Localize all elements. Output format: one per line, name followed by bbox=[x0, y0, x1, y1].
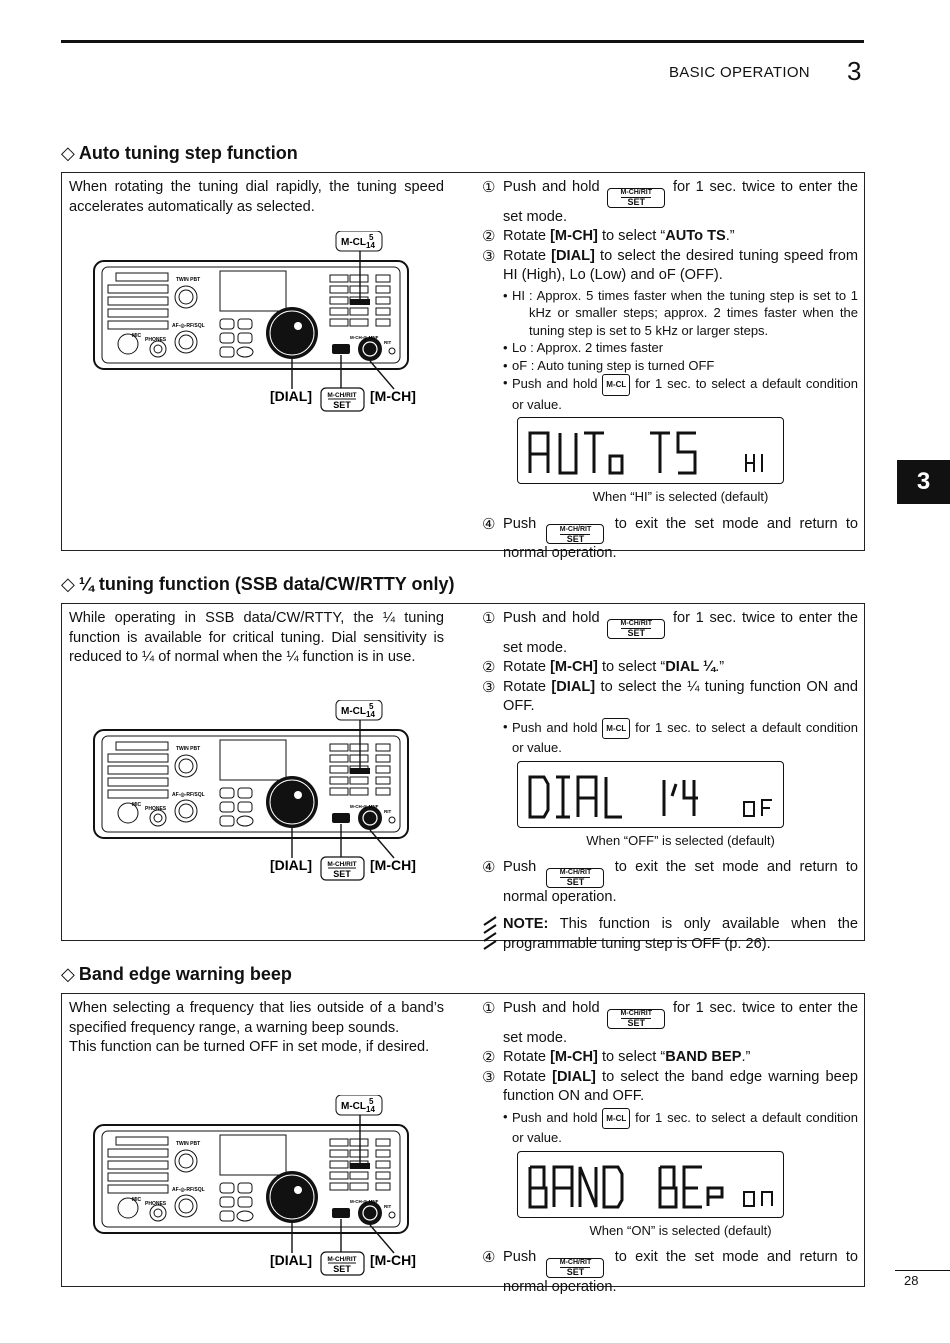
radio-label-dial: [DIAL] bbox=[270, 388, 312, 404]
mcl-key: M-CL bbox=[602, 1108, 630, 1130]
radio-label-mch-mnf: M-CH-◎-MNF bbox=[350, 804, 379, 809]
radio-diagram-svg bbox=[92, 700, 442, 882]
step-4: ④ Push M-CH/RIT SET to exit the set mode and return to normal operation. bbox=[482, 859, 858, 905]
radio-front-panel-diagram bbox=[92, 700, 442, 880]
lcd-segment-readout bbox=[518, 418, 783, 483]
radio-label-rit: RIT bbox=[384, 809, 392, 814]
radio-label-mic: MIC bbox=[132, 1197, 142, 1203]
radio-label-dial: [DIAL] bbox=[270, 1252, 312, 1268]
radio-label-set-bottom: SET bbox=[333, 869, 351, 879]
radio-label-mcl-fourteen: 14 bbox=[366, 241, 375, 250]
radio-label-mcl-five: 5 bbox=[369, 1097, 374, 1106]
step-2: ② Rotate [M-CH] to select “DIAL ¼.” bbox=[482, 659, 725, 676]
radio-label-afrf: AF-◎-RF/SQL bbox=[172, 792, 205, 798]
radio-label-mch: [M-CH] bbox=[370, 857, 416, 873]
lcd-display bbox=[517, 417, 784, 484]
radio-label-set-bottom: SET bbox=[333, 400, 351, 410]
step-2: ② Rotate [M-CH] to select “AUTo TS.” bbox=[482, 228, 735, 245]
mch-rit-set-key: M-CH/RIT SET bbox=[607, 619, 665, 639]
radio-label-mch-mnf: M-CH-◎-MNF bbox=[350, 1199, 379, 1204]
page-number-rule bbox=[895, 1270, 950, 1271]
step-2: ② Rotate [M-CH] to select “BAND BEP.” bbox=[482, 1049, 751, 1066]
radio-label-mch-mnf: M-CH-◎-MNF bbox=[350, 335, 379, 340]
step-3-bullets: • Push and hold M-CL for 1 sec. to select a default condition or value. bbox=[503, 1108, 858, 1145]
section-intro: When selecting a frequency that lies outside of a band’s specified frequency range, a warning beep sounds. This function can be turned OFF in set mode, if desired. bbox=[69, 1000, 444, 1055]
radio-label-mcl-callout: M-CL bbox=[341, 237, 366, 248]
radio-label-mic: MIC bbox=[132, 802, 142, 808]
step-3: ③ Rotate [DIAL] to select the ¼ tuning function ON and OFF. bbox=[482, 678, 858, 714]
mch-rit-set-key: M-CH/RIT SET bbox=[607, 188, 665, 208]
radio-label-mic: MIC bbox=[132, 333, 142, 339]
radio-label-mcl-callout: M-CL bbox=[341, 706, 366, 717]
note: NOTE: This function is only available when the programmable tuning step is OFF (p. 26). bbox=[482, 915, 858, 960]
lcd-segment-readout bbox=[518, 762, 783, 827]
mch-rit-set-key: M-CH/RIT SET bbox=[607, 1009, 665, 1029]
section-box-quarter-tuning bbox=[61, 603, 865, 952]
lcd-segment-readout bbox=[518, 1152, 783, 1217]
radio-front-panel-diagram bbox=[92, 231, 442, 411]
step-4: ④ Push M-CH/RIT SET to exit the set mode and return to normal operation. bbox=[482, 515, 858, 561]
steps-list bbox=[482, 609, 858, 960]
radio-diagram-svg bbox=[92, 231, 442, 413]
diamond-icon: ◇ bbox=[61, 143, 75, 163]
section-title-auto-tuning-step: ◇ Auto tuning step function bbox=[61, 143, 298, 163]
step-1: ① Push and hold M-CH/RIT SET for 1 sec. twice to enter the set mode. bbox=[482, 610, 858, 656]
radio-label-set-top: M-CH/RIT bbox=[327, 392, 357, 399]
steps-list bbox=[482, 999, 858, 1297]
radio-diagram-svg bbox=[92, 1095, 442, 1277]
section-title-band-edge-beep: ◇ Band edge warning beep bbox=[61, 964, 292, 984]
radio-label-twin-pbt: TWIN PBT bbox=[176, 746, 201, 752]
step-1: ① Push and hold M-CH/RIT SET for 1 sec. twice to enter the set mode. bbox=[482, 1000, 858, 1046]
radio-label-mch: [M-CH] bbox=[370, 1252, 416, 1268]
radio-label-mcl-callout: M-CL bbox=[341, 1101, 366, 1112]
radio-label-mcl-fourteen: 14 bbox=[366, 1105, 375, 1114]
radio-label-mcl-five: 5 bbox=[369, 702, 374, 711]
step-4: ④ Push M-CH/RIT SET to exit the set mode and return to normal operation. bbox=[482, 1249, 858, 1295]
radio-label-mcl-fourteen: 14 bbox=[366, 710, 375, 719]
lcd-caption: When “ON” is selected (default) bbox=[589, 1222, 772, 1238]
lcd-display bbox=[517, 761, 784, 828]
section-title-quarter-tuning: ◇ ¼ tuning function (SSB data/CW/RTTY only) bbox=[61, 574, 455, 594]
header-title: BASIC OPERATION bbox=[669, 64, 810, 81]
radio-label-phones: PHONES bbox=[145, 806, 167, 812]
section-box-band-edge-beep bbox=[61, 993, 865, 1295]
radio-label-mcl-five: 5 bbox=[369, 233, 374, 242]
radio-label-phones: PHONES bbox=[145, 1201, 167, 1207]
radio-label-set-top: M-CH/RIT bbox=[327, 1256, 357, 1263]
radio-front-panel-diagram bbox=[92, 1095, 442, 1275]
mcl-key: M-CL bbox=[602, 374, 630, 396]
note-hatch-icon bbox=[482, 915, 503, 960]
step-3: ③ Rotate [DIAL] to select the desired tuning speed from HI (High), Lo (Low) and oF (OFF). bbox=[482, 247, 858, 283]
step-3-bullets: • HI : Approx. 5 times faster when the tuning step is set to 1 kHz or smaller steps; approx. 2 times faster when the tuning step is set to 5 kHz or larger steps. • Lo : Approx. 2 times faster • oF : Auto tuning step is turned OFF • Push and hold M-CL for 1 sec. to select a default condition or value. bbox=[503, 287, 858, 412]
diamond-icon: ◇ bbox=[61, 574, 75, 594]
step-3-bullets: • Push and hold M-CL for 1 sec. to select a default condition or value. bbox=[503, 718, 858, 755]
mch-rit-set-key: M-CH/RIT SET bbox=[546, 524, 604, 544]
section-box-auto-tuning-step bbox=[61, 172, 865, 561]
step-1: ① Push and hold M-CH/RIT SET for 1 sec. twice to enter the set mode. bbox=[482, 179, 858, 225]
header-chapter-number: 3 bbox=[847, 56, 862, 86]
steps-list bbox=[482, 178, 858, 564]
lcd-caption: When “HI” is selected (default) bbox=[592, 489, 769, 504]
mcl-key: M-CL bbox=[602, 718, 630, 740]
radio-label-twin-pbt: TWIN PBT bbox=[176, 1141, 201, 1147]
chapter-tab[interactable]: 3 bbox=[897, 460, 950, 504]
radio-label-phones: PHONES bbox=[145, 337, 167, 343]
section-intro: While operating in SSB data/CW/RTTY, the ¼ tuning function is available for critical tuning. Dial sensitivity is reduced to ¼ of normal when the ¼ function is in use. bbox=[69, 610, 444, 665]
lcd-caption: When “OFF” is selected (default) bbox=[586, 832, 775, 848]
lcd-display bbox=[517, 1151, 784, 1218]
mch-rit-set-key: M-CH/RIT SET bbox=[546, 1258, 604, 1278]
radio-label-twin-pbt: TWIN PBT bbox=[176, 277, 201, 283]
section-intro: When rotating the tuning dial rapidly, the tuning speed accelerates automatically as selected. bbox=[69, 179, 444, 215]
diamond-icon: ◇ bbox=[61, 964, 75, 984]
radio-label-mch: [M-CH] bbox=[370, 388, 416, 404]
radio-label-rit: RIT bbox=[384, 1204, 392, 1209]
step-3: ③ Rotate [DIAL] to select the band edge warning beep function ON and OFF. bbox=[482, 1068, 858, 1104]
radio-label-dial: [DIAL] bbox=[270, 857, 312, 873]
radio-label-set-bottom: SET bbox=[333, 1264, 351, 1274]
mch-rit-set-key: M-CH/RIT SET bbox=[546, 868, 604, 888]
radio-label-set-top: M-CH/RIT bbox=[327, 861, 357, 868]
radio-label-afrf: AF-◎-RF/SQL bbox=[172, 323, 205, 329]
radio-label-afrf: AF-◎-RF/SQL bbox=[172, 1187, 205, 1193]
radio-label-rit: RIT bbox=[384, 340, 392, 345]
header-rule bbox=[61, 40, 864, 43]
page-number: 28 bbox=[904, 1273, 919, 1288]
